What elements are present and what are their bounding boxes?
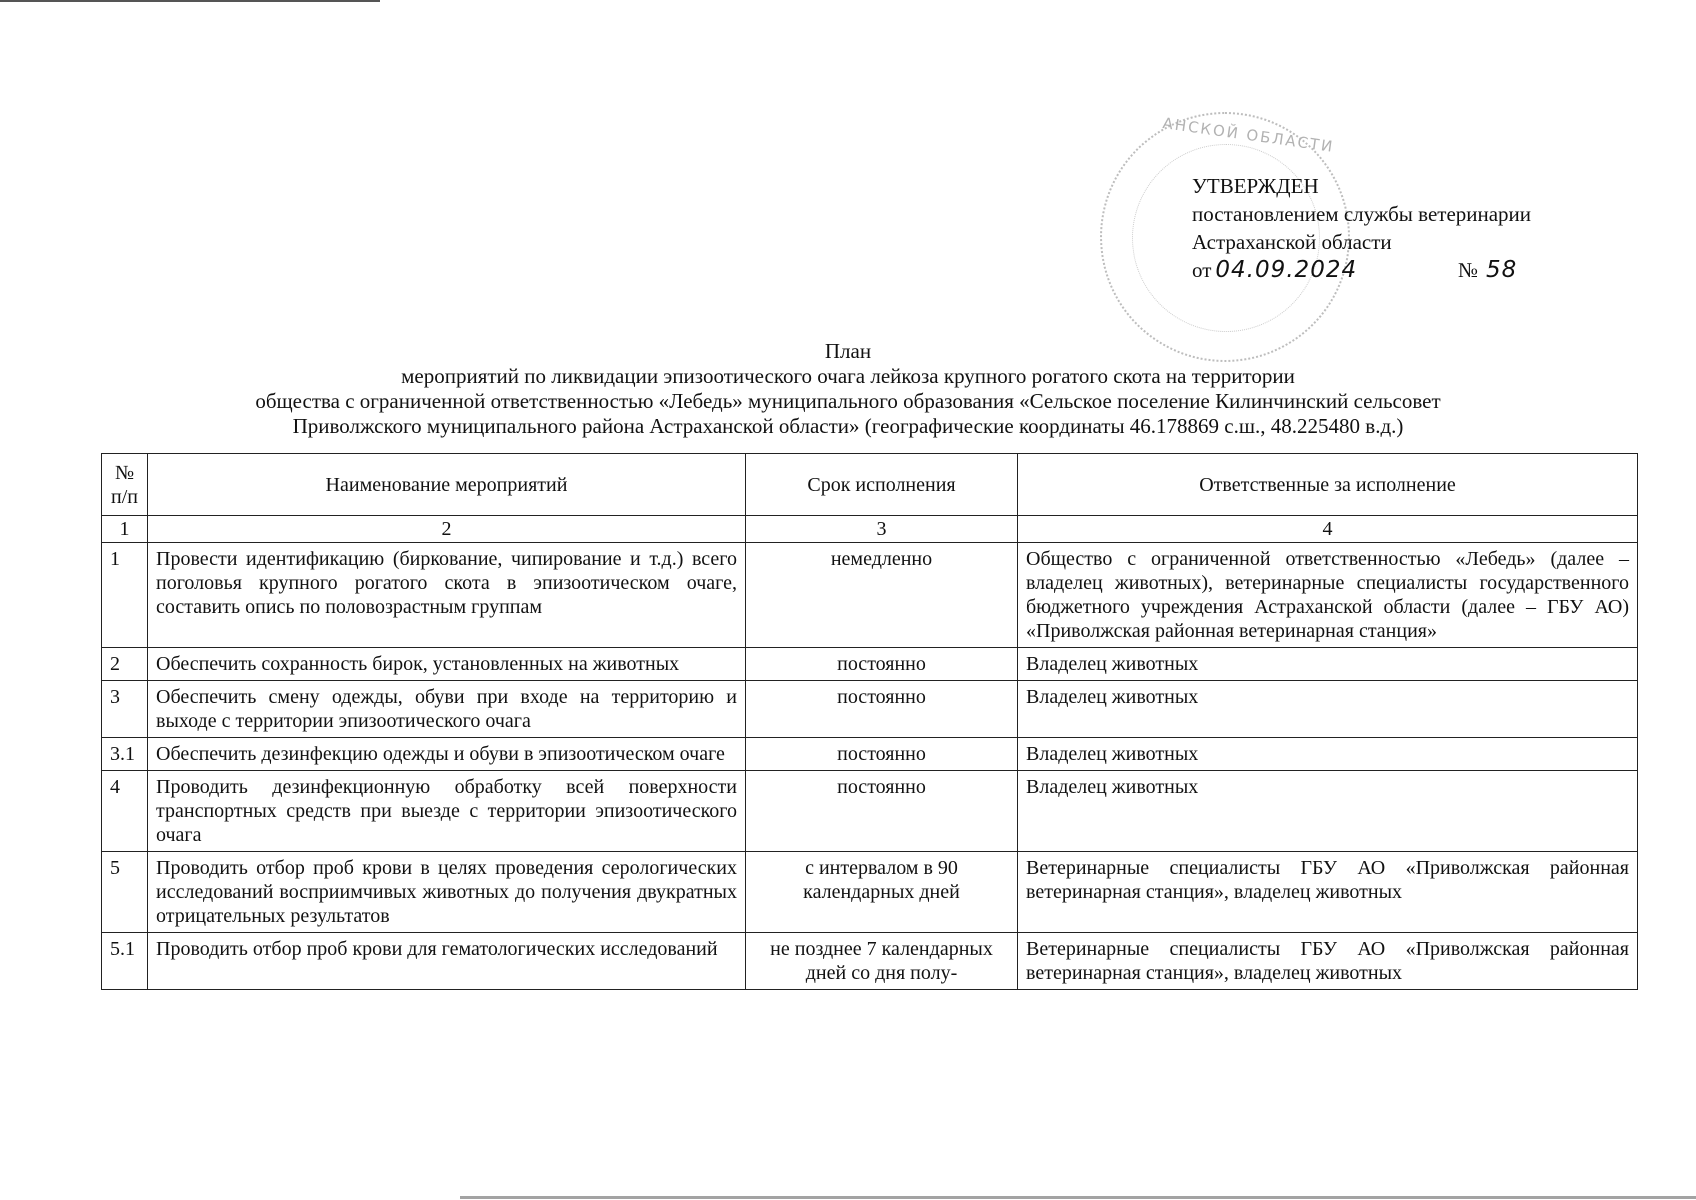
header-name: Наименование мероприятий: [148, 454, 746, 516]
table-row: [102, 771, 1638, 852]
table-row: [102, 543, 1638, 648]
row-responsible: Ветеринарные специалисты ГБУ АО «Приволжская районная ветеринарная станция», владелец животных: [1018, 933, 1638, 990]
plan-table: [101, 453, 1638, 990]
row-term: постоянно: [746, 771, 1018, 852]
seal-lettering: АНСКОЙ ОБЛАСТИ: [1161, 114, 1336, 156]
row-num: 4: [102, 771, 148, 852]
index-cell: 1: [102, 516, 148, 543]
row-num: 2: [102, 648, 148, 681]
scan-edge-line-bottom: [460, 1196, 1696, 1199]
row-measure: Проводить отбор проб крови для гематологических исследований: [148, 933, 746, 990]
approval-line-1: постановлением службы ветеринарии: [1192, 202, 1532, 226]
header-resp: Ответственные за исполнение: [1018, 454, 1638, 516]
row-measure: Обеспечить сохранность бирок, установленных на животных: [148, 648, 746, 681]
row-term: постоянно: [746, 648, 1018, 681]
table-row: [102, 852, 1638, 933]
index-cell: 4: [1018, 516, 1638, 543]
row-responsible: Ветеринарные специалисты ГБУ АО «Приволжская районная ветеринарная станция», владелец животных: [1018, 852, 1638, 933]
approval-heading: УТВЕРЖДЕН: [1192, 174, 1319, 198]
row-responsible: Владелец животных: [1018, 738, 1638, 771]
row-term: с интервалом в 90 календарных дней: [746, 852, 1018, 933]
row-responsible: Владелец животных: [1018, 681, 1638, 738]
table-row: [102, 738, 1638, 771]
table-header-row: [102, 454, 1638, 516]
row-responsible: Общество с ограниченной ответственностью «Лебедь» (далее – владелец животных), ветеринарные специалисты государственного бюджетного учреждения Астраханской области (далее – ГБУ АО) «Приволжская районная ветеринарная станция»: [1018, 543, 1638, 648]
row-num: 3: [102, 681, 148, 738]
handwritten-date: 04.09.2024: [1215, 257, 1358, 283]
row-term: постоянно: [746, 738, 1018, 771]
row-measure: Провести идентификацию (биркование, чипирование и т.д.) всего поголовья крупного рогатого скота в эпизоотическом очаге, составить опись по половозрастным группам: [148, 543, 746, 648]
row-measure: Обеспечить дезинфекцию одежды и обуви в эпизоотическом очаге: [148, 738, 746, 771]
row-term: немедленно: [746, 543, 1018, 648]
row-responsible: Владелец животных: [1018, 771, 1638, 852]
row-num: 5.1: [102, 933, 148, 990]
row-num: 1: [102, 543, 148, 648]
row-measure: Обеспечить смену одежды, обуви при входе на территорию и выходе с территории эпизоотического очага: [148, 681, 746, 738]
number-label: №: [1458, 258, 1479, 282]
title-line-3: общества с ограниченной ответственностью «Лебедь» муниципального образования «Сельское поселение Килинчинский сельсовет: [255, 389, 1441, 413]
row-num: 3.1: [102, 738, 148, 771]
row-measure: Проводить отбор проб крови в целях проведения серологических исследований восприимчивых животных до получения двукратных отрицательных результатов: [148, 852, 746, 933]
handwritten-number: 58: [1486, 257, 1518, 283]
document-title: [0, 339, 1696, 439]
approval-block: [1192, 172, 1531, 284]
index-cell: 3: [746, 516, 1018, 543]
table-row: [102, 933, 1638, 990]
index-cell: 2: [148, 516, 746, 543]
title-line-4: Приволжского муниципального района Астраханской области» (географические координаты 46.178869 с.ш., 48.225480 в.д.): [292, 414, 1404, 438]
scan-edge-line: [0, 0, 380, 2]
row-term: постоянно: [746, 681, 1018, 738]
row-responsible: Владелец животных: [1018, 648, 1638, 681]
column-index-row: [102, 516, 1638, 543]
row-term: не позднее 7 календарных дней со дня полу-: [746, 933, 1018, 990]
table-row: [102, 648, 1638, 681]
date-prefix: от: [1192, 258, 1212, 282]
header-num: № п/п: [102, 454, 148, 516]
approval-line-2: Астраханской области: [1192, 230, 1392, 254]
row-measure: Проводить дезинфекционную обработку всей поверхности транспортных средств при выезде с территории эпизоотического очага: [148, 771, 746, 852]
title-line-1: План: [824, 339, 872, 363]
table-row: [102, 681, 1638, 738]
row-num: 5: [102, 852, 148, 933]
approval-number-row: [1458, 256, 1517, 284]
title-line-2: мероприятий по ликвидации эпизоотического очага лейкоза крупного рогатого скота на территории: [401, 364, 1295, 388]
header-term: Срок исполнения: [746, 454, 1018, 516]
